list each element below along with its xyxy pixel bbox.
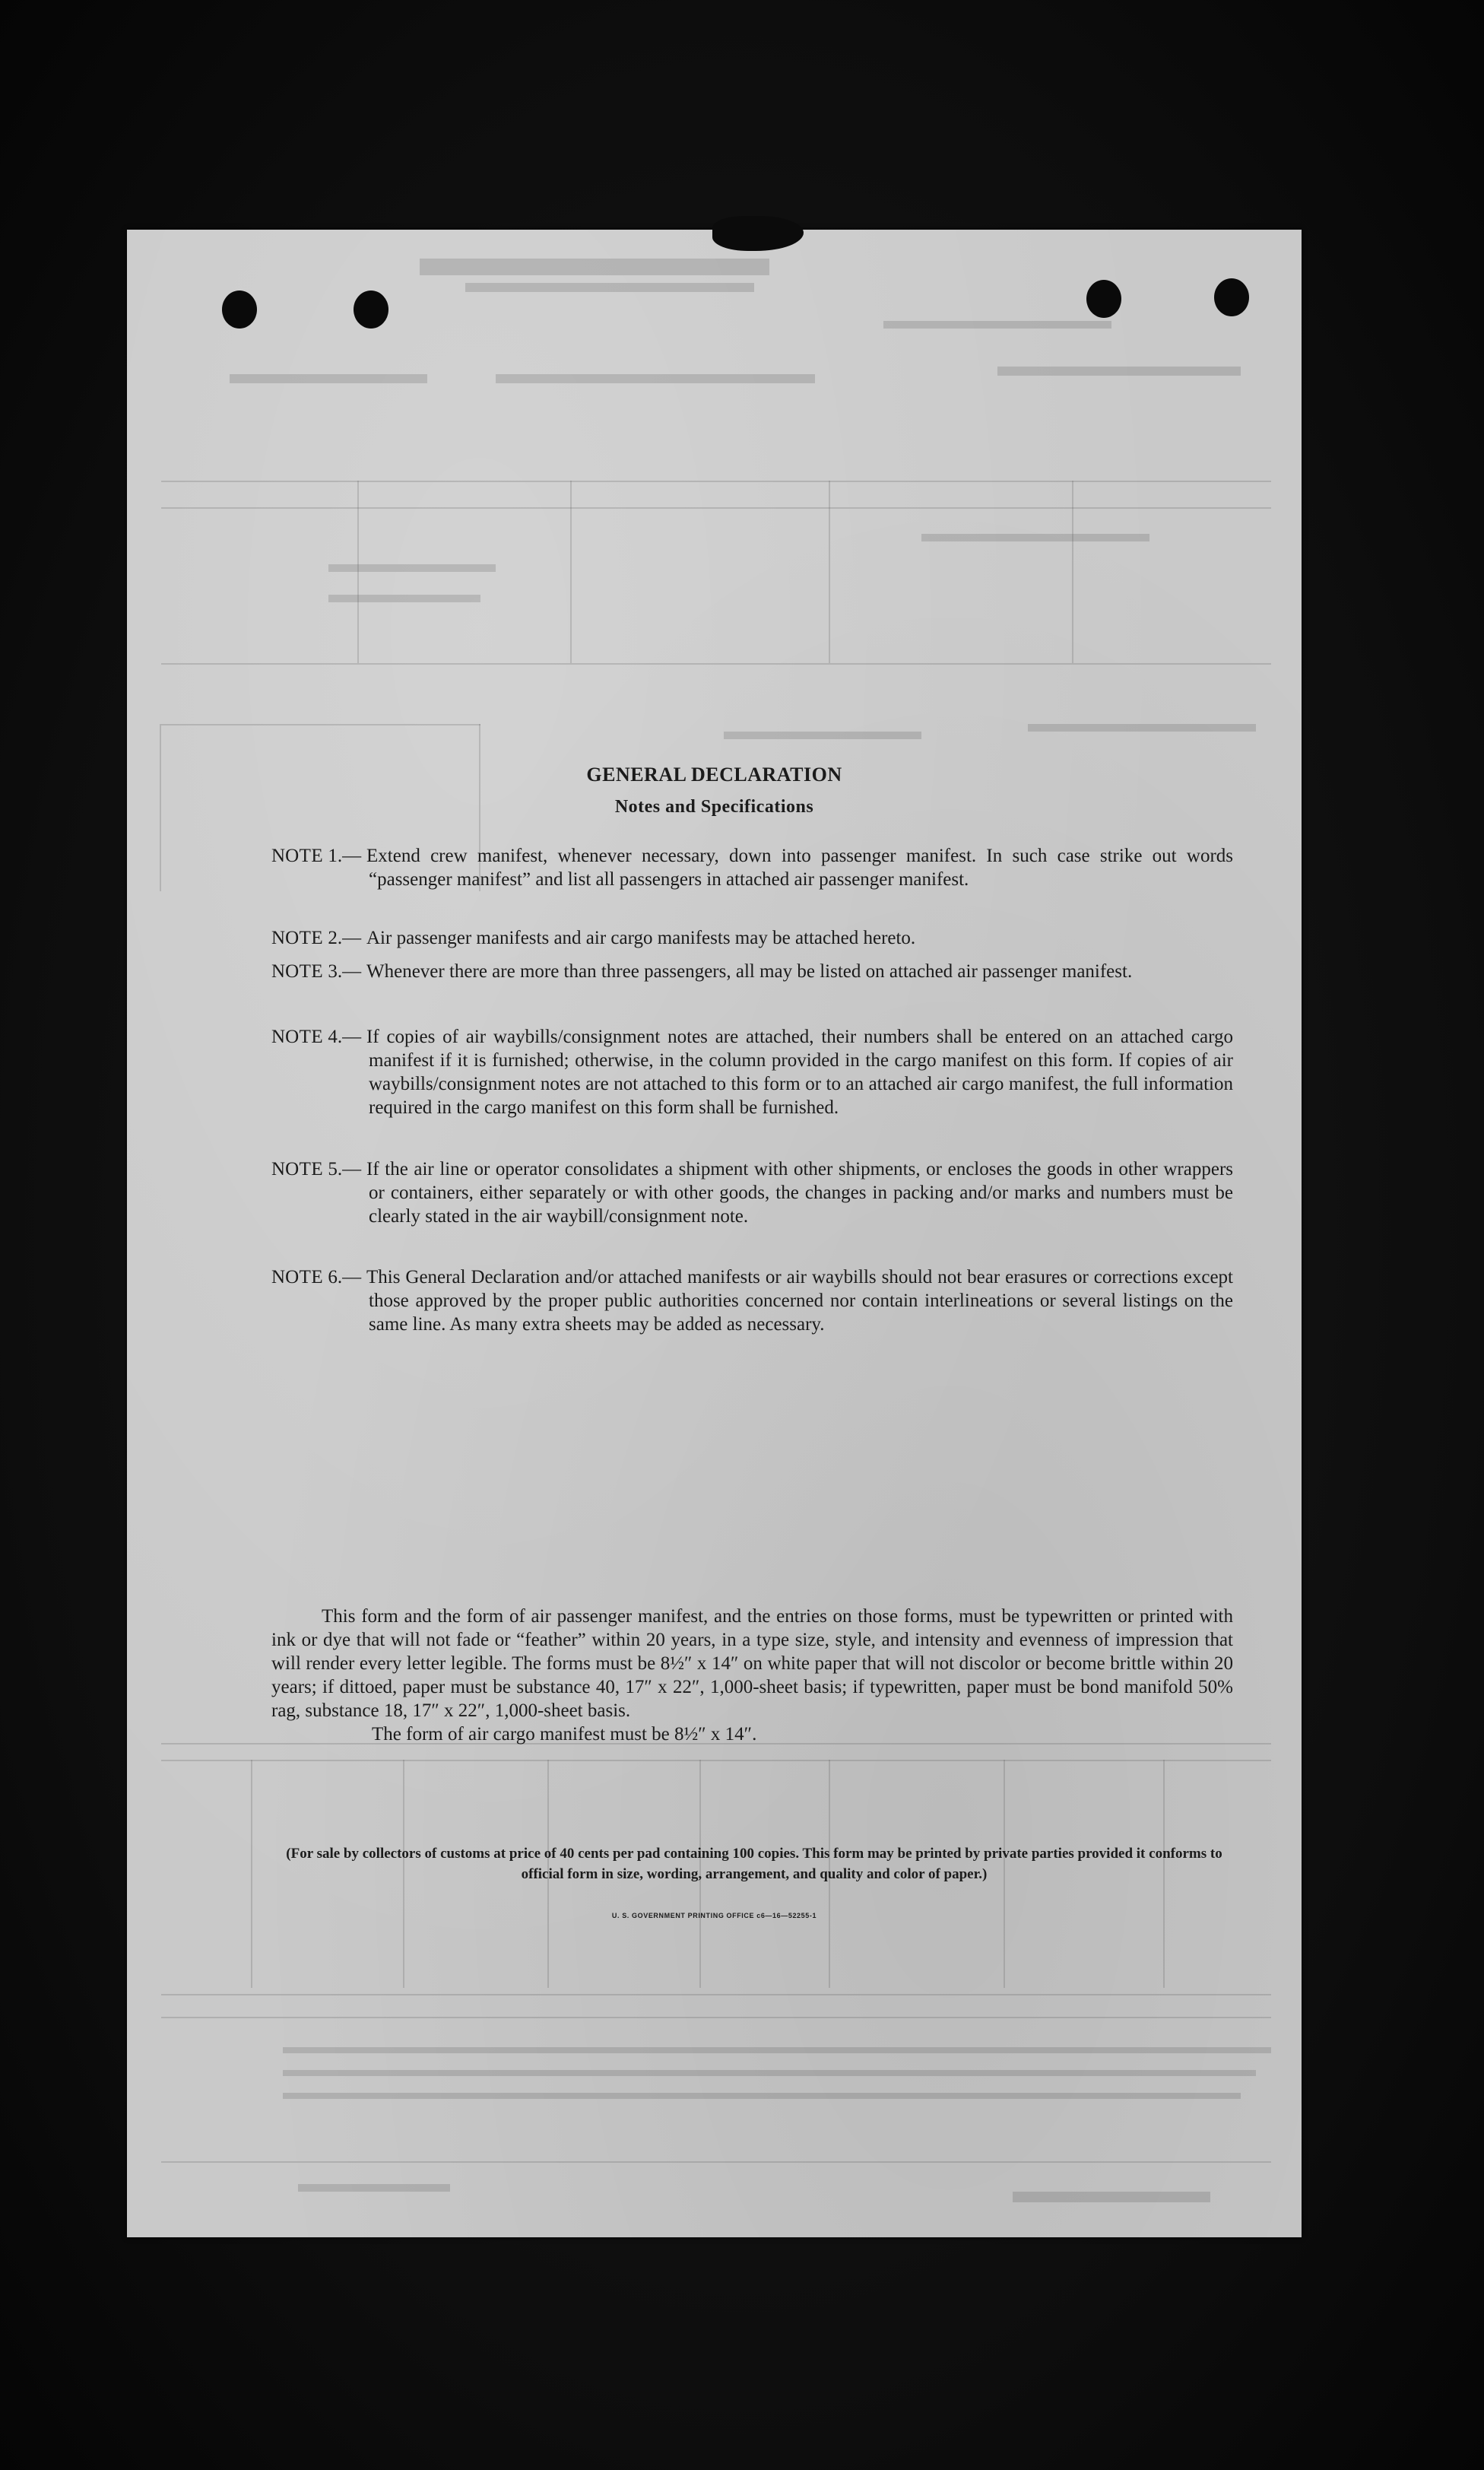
- note-4: [271, 1025, 1233, 1119]
- note-label: NOTE 1.—: [271, 846, 362, 866]
- printer-imprint: U. S. GOVERNMENT PRINTING OFFICE c6—16—52255-1: [611, 1912, 817, 1919]
- note-text: If the air line or operator consolidates a shipment with other shipments, or encloses the goods in other wrappers or containers, either separately or with other goods, the changes in packing and/or marks and numbers must be clearly stated in the air waybill/consignment note.: [366, 1159, 1233, 1227]
- note-label: NOTE 2.—: [271, 928, 362, 948]
- note-5: [271, 1157, 1233, 1228]
- note-label: NOTE 6.—: [271, 1267, 362, 1287]
- note-text: If copies of air waybills/consignment notes are attached, their numbers shall be entered on an attached cargo manifest if it is furnished; otherwise, in the column provided in the cargo manifest on this form. If copies of air waybills/consignment notes are not attached to this form or to an attached air cargo manifest, the full information required in the cargo manifest on this form shall be furnished.: [366, 1027, 1233, 1118]
- note-1: [271, 844, 1233, 891]
- note-text: Whenever there are more than three passengers, all may be listed on attached air passenger manifest.: [366, 961, 1133, 982]
- note-2: [271, 926, 1233, 950]
- note-text: Air passenger manifests and air cargo manifests may be attached hereto.: [366, 928, 916, 948]
- note-label: NOTE 5.—: [271, 1159, 362, 1179]
- form-sheet: [127, 230, 1302, 2237]
- note-label: NOTE 4.—: [271, 1027, 362, 1047]
- note-text: Extend crew manifest, whenever necessary, down into passenger manifest. In such case strike out words “passenger manifest” and list all passengers in attached air passenger manifest.: [366, 846, 1233, 890]
- document-content: [127, 230, 1302, 2237]
- specifications-paragraph: [271, 1605, 1233, 1746]
- paragraph-last-line: The form of air cargo manifest must be 8½″ x 14″.: [372, 1724, 757, 1745]
- note-3: [271, 960, 1233, 983]
- paragraph-text: This form and the form of air passenger manifest, and the entries on those forms, must be typewritten or printed with ink or dye that will not fade or “feather” within 20 years, in a type size, style, and intensity and evenness of impression that will render every letter legible. The forms must be 8½″ x 14″ on white paper that will not discolor or become brittle within 20 years; if dittoed, paper must be substance 40, 17″ x 22″, 1,000-sheet basis; if typewritten, paper must be bond manifold 50% rag, substance 18, 17″ x 22″, 1,000-sheet basis.: [271, 1606, 1233, 1721]
- note-label: NOTE 3.—: [271, 961, 362, 982]
- sale-notice: (For sale by collectors of customs at price of 40 cents per pad containing 100 copies. This form may be printed by private parties provided it conforms to official form in size, wording, arrangement, and quality and color of paper.): [286, 1846, 1222, 1882]
- document-subtitle: Notes and Specifications: [614, 797, 814, 817]
- note-text: This General Declaration and/or attached manifests or air waybills should not bear erasures or corrections except those approved by the proper public authorities concerned nor contain interlineations or several listings on the same line. As many extra sheets may be added as necessary.: [366, 1267, 1233, 1335]
- note-6: [271, 1265, 1233, 1336]
- document-title: GENERAL DECLARATION: [586, 764, 842, 786]
